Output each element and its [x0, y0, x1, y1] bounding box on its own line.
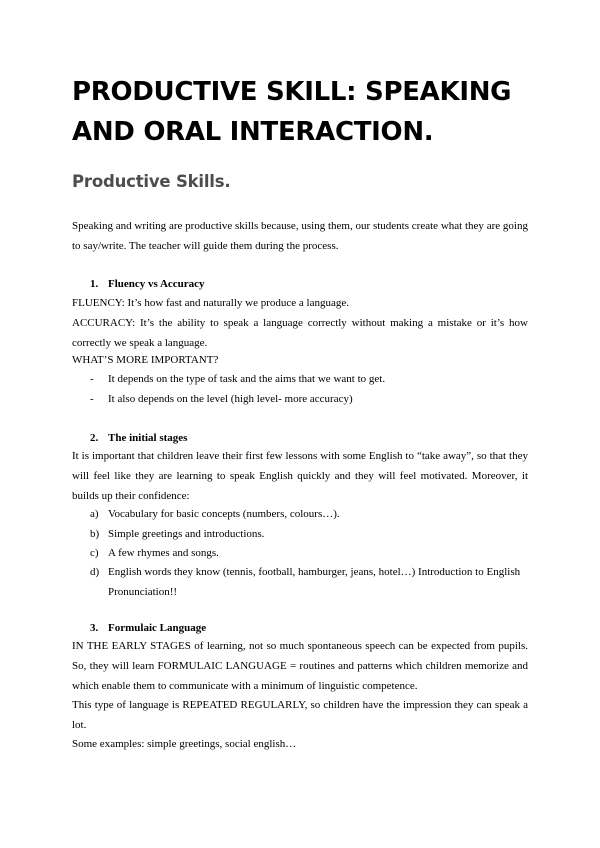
- page-title: PRODUCTIVE SKILL: SPEAKING AND ORAL INTERACTION.: [72, 77, 512, 147]
- section-3-heading: Formulaic Language: [108, 622, 207, 634]
- fluency-definition: FLUENCY: It’s how fast and naturally we produce a language.: [72, 297, 349, 309]
- section-3-number: 3.: [90, 622, 99, 634]
- list-item: A few rhymes and songs.: [108, 547, 219, 559]
- section-1-heading: Fluency vs Accuracy: [108, 278, 205, 290]
- accuracy-definition: ACCURACY: It’s the ability to speak a language correctly without making a mistake or it’s how correctly we speak a language.: [72, 317, 528, 349]
- section-1-number: 1.: [90, 278, 99, 290]
- list-item: English words they know (tennis, football, hamburger, jeans, hotel…) Introduction to English Pronunciation!!: [108, 566, 521, 598]
- section-2-heading: The initial stages: [108, 432, 188, 444]
- intro-paragraph: Speaking and writing are productive skills because, using them, our students create what they are going to say/write. The teacher will guide them during the process.: [72, 220, 528, 252]
- list-letter: d): [90, 566, 100, 578]
- list-item: Vocabulary for basic concepts (numbers, colours…).: [108, 508, 340, 520]
- examples-paragraph: Some examples: simple greetings, social english…: [72, 738, 297, 750]
- importance-question: WHAT’S MORE IMPORTANT?: [72, 354, 219, 366]
- repeated-paragraph: This type of language is REPEATED REGULARLY, so children have the impression they can speak a lot.: [72, 699, 528, 731]
- section-2-number: 2.: [90, 432, 99, 444]
- initial-stages-paragraph: It is important that children leave their first few lessons with some English to “take away”, so that they will feel like they are learning to speak English quickly and they will feel motivated. Moreover, it builds up their confidence:: [72, 450, 528, 502]
- list-item: It depends on the type of task and the aims that we want to get.: [108, 373, 386, 385]
- section-subtitle: Productive Skills.: [72, 172, 231, 191]
- list-letter: c): [90, 547, 99, 559]
- list-letter: b): [90, 528, 100, 540]
- bullet-dash: -: [90, 393, 94, 405]
- formulaic-paragraph: IN THE EARLY STAGES of learning, not so much spontaneous speech can be expected from pupils. So, they will learn FORMULAIC LANGUAGE = routines and patterns which children memorize and which enable them to communicate with a minimum of linguistic competence.: [72, 640, 528, 692]
- list-item: Simple greetings and introductions.: [108, 528, 265, 540]
- bullet-dash: -: [90, 373, 94, 385]
- list-item: It also depends on the level (high level- more accuracy): [108, 393, 353, 405]
- list-letter: a): [90, 508, 99, 520]
